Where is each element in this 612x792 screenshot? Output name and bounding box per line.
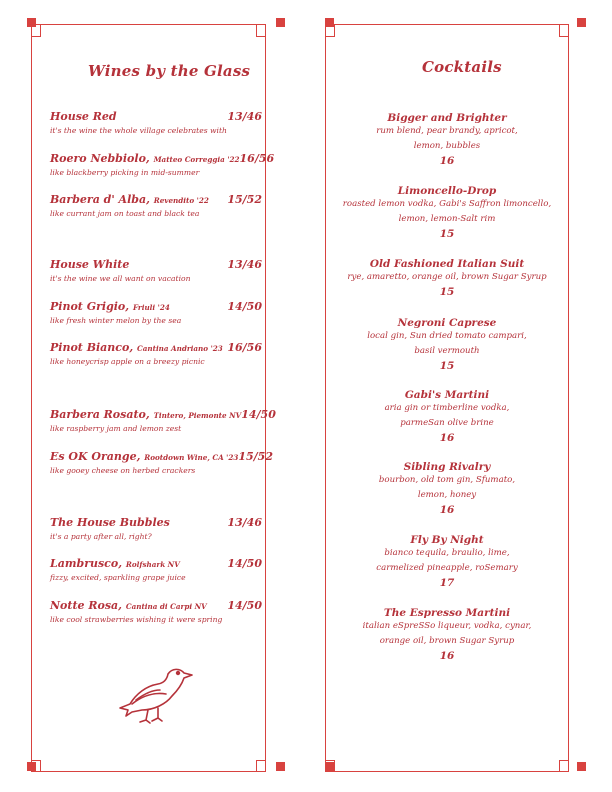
frame-bracket	[559, 36, 569, 37]
wine-item	[50, 110, 262, 135]
cocktail-name: Limoncello-Drop	[397, 185, 497, 197]
wine-price: 14/50	[227, 557, 262, 570]
wine-item	[50, 599, 262, 624]
wine-name: Barbera d' Alba, Revendito '22	[50, 193, 209, 206]
cocktail-ingredients: aria gin or timberline vodka,	[384, 403, 510, 413]
bird-logo-icon	[112, 660, 198, 726]
wine-price: 13/46	[227, 516, 262, 529]
cocktail-name: Fly By Night	[410, 534, 484, 546]
cocktails-title: Cocktails	[422, 58, 502, 76]
wine-price: 14/50	[227, 300, 262, 313]
frame-bracket	[256, 36, 266, 37]
wine-name: Lambrusco, Rolfshark NV	[50, 557, 180, 570]
wine-description: like blackberry picking in mid-summer	[50, 168, 200, 177]
cocktail-item	[333, 185, 561, 240]
wine-name: House Red	[50, 110, 117, 123]
cocktail-price: 15	[439, 286, 455, 298]
wine-item	[50, 300, 262, 325]
wine-price: 13/46	[227, 258, 262, 271]
cocktail-price: 15	[439, 228, 455, 240]
wine-description: like fresh winter melon by the sea	[50, 316, 182, 325]
wine-name: Es OK Orange, Rootdown Wine, CA '23	[50, 450, 239, 463]
wine-item	[50, 408, 276, 433]
cocktail-ingredients: roasted lemon vodka, Gabi's Saffron limoncello,	[342, 199, 552, 209]
wine-producer: Rootdown Wine, CA '23	[144, 453, 239, 462]
frame-bracket	[559, 760, 569, 761]
cocktail-ingredients: bourbon, old tom gin, Sfumato,	[378, 475, 516, 485]
wine-description: it's a party after all, right?	[50, 532, 152, 541]
frame-bracket	[325, 36, 335, 37]
wine-price: 14/50	[241, 408, 276, 421]
wine-price: 16/56	[239, 152, 275, 165]
wine-item	[50, 516, 262, 541]
corner-square-icon	[577, 762, 586, 771]
wine-producer: Revendito '22	[153, 196, 209, 205]
cocktail-ingredients: parmeSan olive brine	[400, 418, 494, 428]
cocktail-price: 16	[439, 432, 455, 444]
cocktail-ingredients: local gin, Sun dried tomato campari,	[367, 331, 527, 341]
frame-bracket	[40, 24, 41, 36]
cocktail-ingredients: lemon, honey	[417, 490, 477, 500]
wine-producer: Cantina di Carpi NV	[125, 602, 207, 611]
frame-bracket	[256, 760, 266, 761]
cocktail-item	[333, 389, 561, 444]
wine-description: it's the wine the whole village celebrates with	[50, 126, 227, 135]
corner-square-icon	[276, 762, 285, 771]
wine-name: House White	[50, 258, 130, 271]
cocktail-item	[333, 258, 561, 298]
wine-name: Roero Nebbiolo, Matteo Correggia '22	[50, 152, 240, 165]
wine-item	[50, 341, 262, 366]
cocktail-ingredients: rum blend, pear brandy, apricot,	[376, 126, 518, 136]
wine-description: like raspberry jam and lemon zest	[50, 424, 182, 433]
frame-bracket	[256, 24, 257, 36]
wine-producer: Cantina Andriano '23	[137, 344, 223, 353]
wine-item	[50, 193, 262, 218]
wine-price: 13/46	[227, 110, 262, 123]
cocktail-name: Sibling Rivalry	[403, 461, 491, 473]
cocktail-item	[333, 607, 561, 662]
frame-bracket	[334, 24, 335, 36]
cocktail-ingredients: bianco tequila, braulio, lime,	[384, 548, 510, 558]
wine-producer: Rolfshark NV	[125, 560, 180, 569]
wine-description: like cool strawberries wishing it were spring	[50, 615, 223, 624]
corner-square-icon	[27, 18, 36, 27]
wine-description: fizzy, excited, sparkling grape juice	[50, 573, 186, 582]
corner-square-icon	[577, 18, 586, 27]
cocktail-name: Negroni Caprese	[397, 317, 497, 329]
cocktail-ingredients: lemon, lemon-Salt rim	[398, 214, 496, 224]
cocktail-ingredients: basil vermouth	[414, 346, 480, 356]
wine-item	[50, 258, 262, 283]
corner-square-icon	[325, 762, 334, 771]
cocktail-name: Gabi's Martini	[404, 389, 490, 401]
cocktail-ingredients: orange oil, brown Sugar Syrup	[379, 636, 515, 646]
cocktail-name: Bigger and Brighter	[387, 112, 507, 124]
cocktail-ingredients: italian eSpreSSo liqueur, vodka, cynar,	[362, 621, 532, 631]
cocktail-name: The Espresso Martini	[383, 607, 511, 619]
wine-name: Pinot Grigio, Friuli '24	[50, 300, 170, 313]
cocktail-price: 15	[439, 360, 455, 372]
wine-price: 15/52	[238, 450, 273, 463]
frame-bracket	[256, 760, 257, 772]
wine-item	[50, 450, 273, 475]
wine-producer: Tintero, Piemonte NV	[153, 411, 242, 420]
corner-square-icon	[27, 762, 36, 771]
wine-price: 15/52	[227, 193, 262, 206]
cocktail-ingredients: carmelized pineapple, roSemary	[376, 563, 518, 573]
cocktail-item	[333, 317, 561, 372]
wine-name: Notte Rosa, Cantina di Carpi NV	[50, 599, 207, 612]
cocktail-item	[333, 534, 561, 589]
wine-description: it's the wine we all want on vacation	[50, 274, 191, 283]
frame-bracket	[325, 760, 335, 761]
wine-price: 14/50	[227, 599, 262, 612]
wine-description: like currant jam on toast and black tea	[50, 209, 200, 218]
corner-square-icon	[325, 18, 334, 27]
frame-bracket	[40, 760, 41, 772]
cocktail-price: 16	[439, 155, 455, 167]
cocktail-price: 17	[439, 577, 455, 589]
cocktail-price: 16	[439, 504, 455, 516]
frame-bracket	[559, 24, 560, 36]
cocktail-item	[333, 461, 561, 516]
wine-price: 16/56	[227, 341, 262, 354]
cocktail-name: Old Fashioned Italian Suit	[369, 258, 525, 270]
cocktail-price: 16	[439, 650, 455, 662]
wine-item	[50, 152, 275, 177]
frame-bracket	[31, 36, 41, 37]
wine-producer: Matteo Correggia '22	[153, 155, 240, 164]
frame-bracket	[334, 760, 335, 772]
wines-title: Wines by the Glass	[88, 62, 251, 80]
cocktail-ingredients: lemon, bubbles	[413, 141, 481, 151]
cocktail-item	[333, 112, 561, 167]
cocktail-ingredients: rye, amaretto, orange oil, brown Sugar Syrup	[347, 272, 547, 282]
wine-name: The House Bubbles	[50, 516, 170, 529]
wine-description: like gooey cheese on herbed crackers	[50, 466, 196, 475]
wine-name: Pinot Bianco, Cantina Andriano '23	[50, 341, 223, 354]
wine-description: like honeycrisp apple on a breezy picnic	[50, 357, 205, 366]
wine-producer: Friuli '24	[132, 303, 170, 312]
wine-name: Barbera Rosato, Tintero, Piemonte NV	[50, 408, 242, 421]
frame-bracket	[559, 760, 560, 772]
frame-bracket	[31, 760, 41, 761]
wine-item	[50, 557, 262, 582]
corner-square-icon	[276, 18, 285, 27]
